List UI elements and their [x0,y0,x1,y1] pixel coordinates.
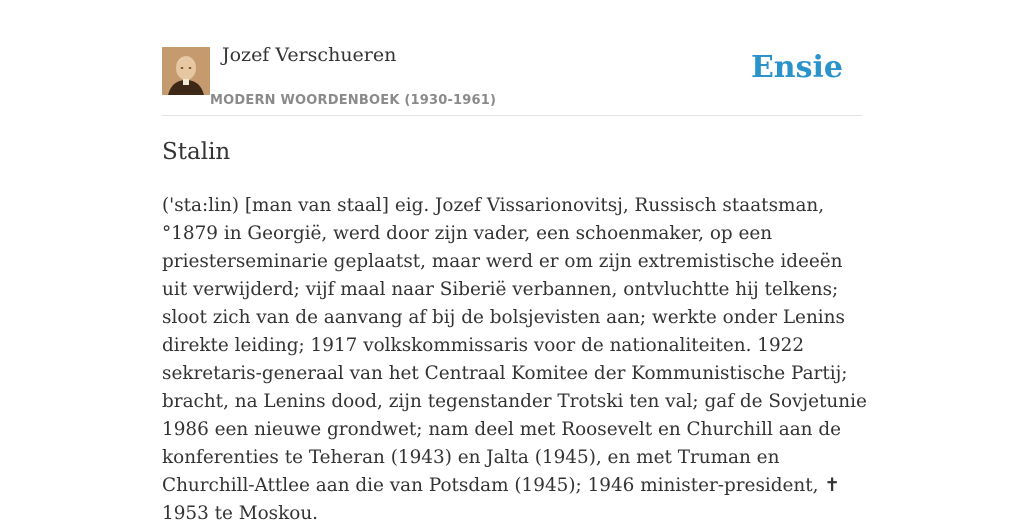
entry-title: Stalin [162,139,231,165]
portrait-icon [162,47,210,95]
author-avatar[interactable] [162,47,210,95]
brand-logo[interactable]: Ensie [750,50,843,85]
header-divider [162,115,862,116]
dictionary-source[interactable]: MODERN WOORDENBOEK (1930-1961) [210,93,497,108]
author-name[interactable]: Jozef Verschueren [222,44,397,66]
entry-definition: ('sta:lin) [man van staal] eig. Jozef Vissarionovitsj, Russisch staatsman, °1879 in Georgië, werd door zijn vader, een schoenmaker, op een priesterseminarie geplaatst, maar werd er om zijn extremistische ideeën uit verwijderd; vijf maal naar Siberië verbannen, ontvluchtte hij telkens; sloot zich van de aanvang af bij de bolsjevisten aan; werkte onder Lenins direkte leiding; 1917 volkskommissaris voor de nationaliteiten. 1922 sekretaris-generaal van het Centraal Komitee der Kommunistische Partij; bracht, na Lenins dood, zijn tegenstander Trotski ten val; gaf de Sovjetunie 1986 een nieuwe grondwet; nam deel met Roosevelt en Churchill aan de konferenties te Teheran (1943) en Jalta (1945), en met Truman en Churchill-Attlee aan die van Potsdam (1945); 1946 minister-president, ✝ 1953 te Moskou. [162,195,867,524]
